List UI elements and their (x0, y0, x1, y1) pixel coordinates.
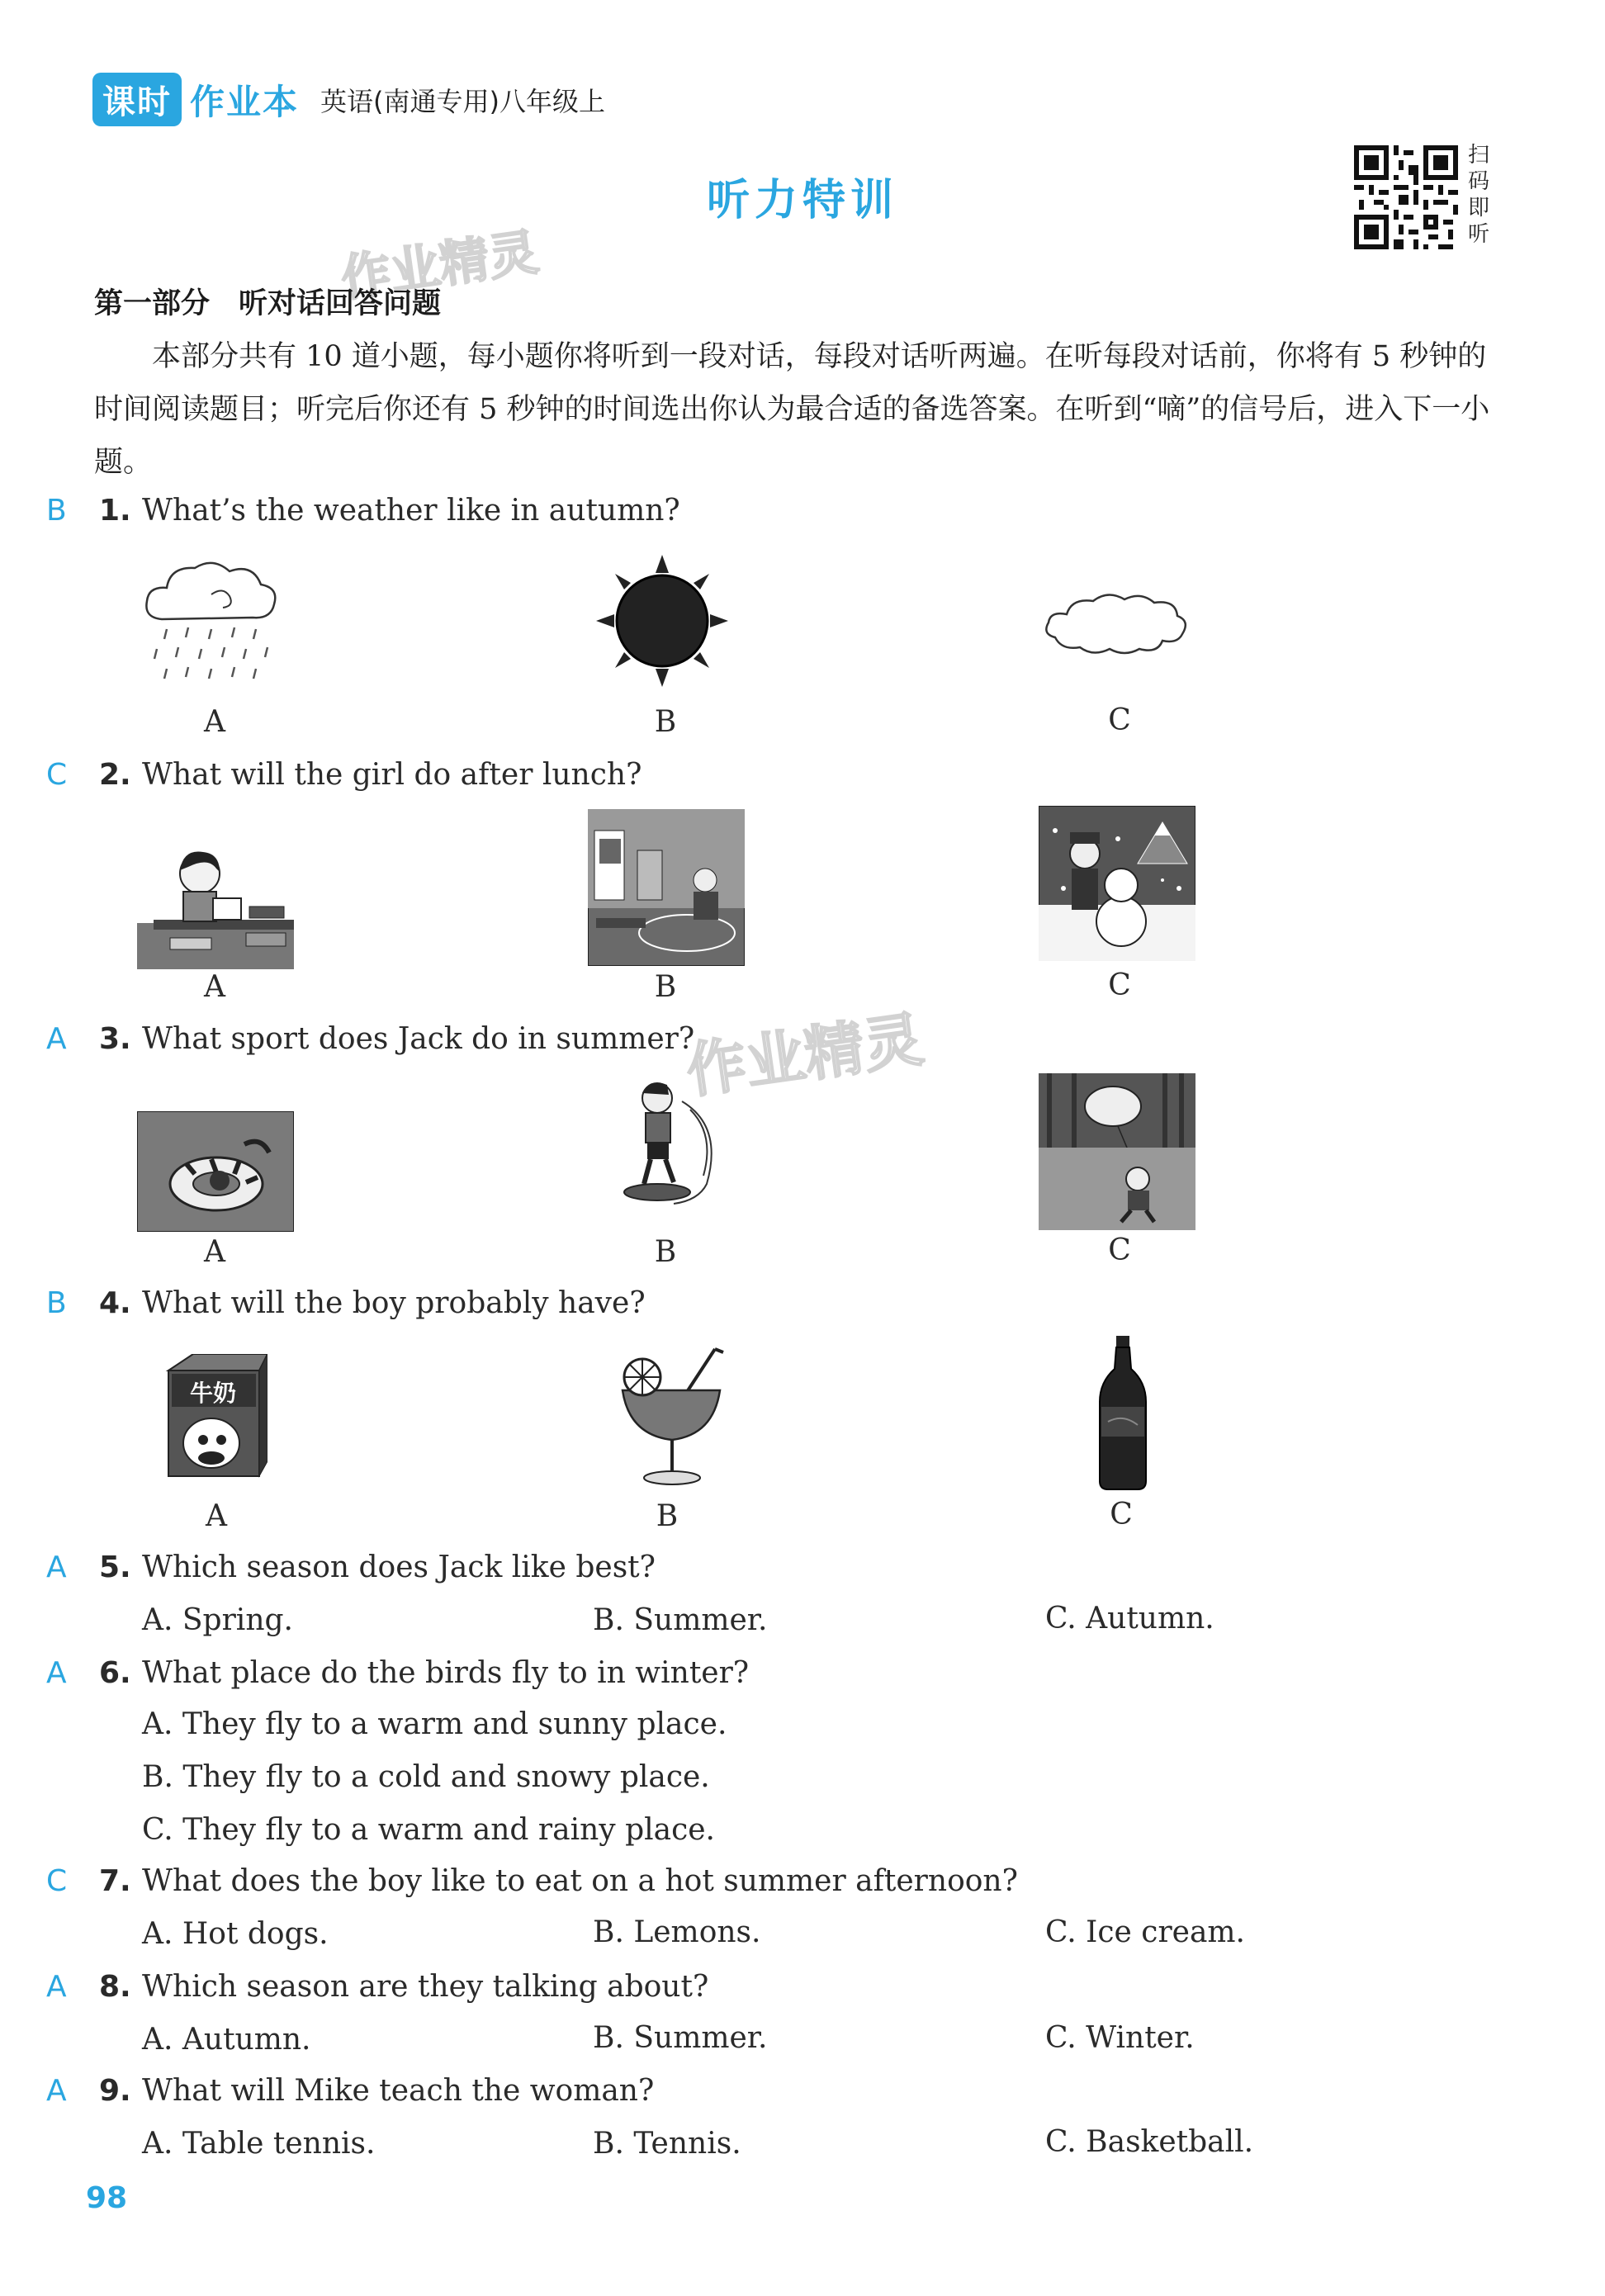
option-label[interactable]: C (1110, 1498, 1133, 1531)
brand-header (92, 73, 605, 126)
option-b[interactable]: B. Summer. (593, 1603, 768, 1637)
qr-code-icon[interactable] (1354, 145, 1458, 249)
milk-label: 牛奶 (189, 1380, 236, 1407)
answer-mark: A (46, 1656, 67, 1690)
snowman-picture[interactable] (1039, 806, 1195, 961)
option-c[interactable]: C. Basketball. (1045, 2125, 1254, 2159)
question-text: What will the girl do after lunch? (142, 758, 642, 792)
question-number: 6. (99, 1656, 131, 1690)
sun-icon[interactable] (596, 555, 728, 687)
answer-mark: C (46, 758, 68, 792)
question-text: What does the boy like to eat on a hot summer afternoon? (142, 1864, 1018, 1898)
question-9 (46, 2074, 654, 2108)
question-2 (46, 758, 642, 792)
watermark: 作业精灵 (337, 223, 542, 309)
option-label[interactable]: B (654, 705, 677, 739)
option-label[interactable]: C (1108, 703, 1131, 737)
option-b[interactable]: B. Tennis. (593, 2127, 741, 2161)
question-5 (46, 1550, 656, 1584)
question-8 (46, 1970, 708, 2004)
question-number: 1. (99, 494, 131, 528)
living-room-tv-picture[interactable] (588, 809, 745, 966)
watermark: 作业精灵 (682, 1004, 928, 1106)
page-number: 98 (86, 2181, 128, 2215)
girl-reading-picture[interactable] (137, 840, 294, 969)
question-text: What’s the weather like in autumn? (142, 494, 680, 528)
option-label[interactable]: A (204, 705, 225, 739)
cola-bottle-picture[interactable] (1096, 1336, 1149, 1491)
option-a[interactable]: A. Table tennis. (142, 2127, 376, 2161)
brand-logo: 课时 (92, 73, 182, 126)
question-1 (46, 494, 680, 528)
option-label[interactable]: A (204, 1235, 225, 1269)
question-text: What place do the birds fly to in winter? (142, 1656, 750, 1690)
section-heading: 第一部分 听对话回答问题 (94, 287, 442, 320)
question-text: What will Mike teach the woman? (142, 2074, 655, 2108)
answer-mark: A (46, 2074, 67, 2108)
swimming-picture[interactable] (137, 1111, 294, 1232)
question-number: 7. (99, 1864, 131, 1898)
option-label[interactable]: A (206, 1499, 227, 1533)
answer-mark: A (46, 1550, 67, 1584)
option-c[interactable]: C. Ice cream. (1045, 1915, 1245, 1949)
question-number: 8. (99, 1970, 131, 2004)
answer-mark: A (46, 1970, 67, 2004)
option-label[interactable]: C (1108, 1233, 1131, 1267)
kite-picture[interactable] (1039, 1073, 1195, 1230)
cloud-icon[interactable] (1042, 588, 1191, 662)
question-7 (46, 1864, 1018, 1898)
question-number: 4. (99, 1286, 131, 1320)
question-text: What sport does Jack do in summer? (142, 1022, 695, 1056)
option-a[interactable]: A. Spring. (142, 1603, 293, 1637)
book-subtitle: 英语(南通专用)八年级上 (320, 85, 605, 117)
surfing-picture[interactable] (608, 1077, 731, 1217)
option-a[interactable]: A. Hot dogs. (142, 1917, 329, 1951)
question-text: What will the boy probably have? (142, 1286, 646, 1320)
question-text: Which season does Jack like best? (142, 1550, 656, 1584)
option-a[interactable]: A. They fly to a warm and sunny place. (142, 1707, 727, 1741)
question-number: 5. (99, 1550, 131, 1584)
section-intro: 本部分共有 10 道小题，每小题你将听到一段对话，每段对话听两遍。在听每段对话前，你将有 5 秒钟的时间阅读题目；听完后你还有 5 秒钟的时间选出你认为最合适的备选答案。在听到“嘀”的信号后，进入下一小题。 (94, 340, 1490, 479)
answer-mark: A (46, 1022, 67, 1056)
rain-cloud-icon[interactable] (137, 553, 286, 694)
option-b[interactable]: B. Lemons. (593, 1915, 761, 1949)
answer-mark: B (46, 1286, 67, 1320)
option-a[interactable]: A. Autumn. (142, 2023, 311, 2057)
brand-name: 作业本 (190, 81, 300, 122)
option-c[interactable]: C. Winter. (1045, 2021, 1195, 2055)
option-label[interactable]: C (1108, 968, 1131, 1002)
milk-carton-picture[interactable] (160, 1354, 268, 1478)
option-c[interactable]: C. They fly to a warm and rainy place. (142, 1813, 716, 1847)
question-text: Which season are they talking about? (142, 1970, 709, 2004)
answer-mark: C (46, 1864, 68, 1898)
question-3 (46, 1022, 694, 1056)
option-label[interactable]: A (204, 970, 225, 1004)
question-6 (46, 1656, 749, 1690)
juice-glass-picture[interactable] (618, 1344, 725, 1489)
option-label[interactable]: B (656, 1499, 679, 1533)
option-label[interactable]: B (654, 970, 677, 1004)
question-number: 2. (99, 758, 131, 792)
option-b[interactable]: B. They fly to a cold and snowy place. (142, 1760, 710, 1794)
option-b[interactable]: B. Summer. (593, 2021, 768, 2055)
option-c[interactable]: C. Autumn. (1045, 1602, 1214, 1636)
question-4 (46, 1286, 646, 1320)
question-number: 3. (99, 1022, 131, 1056)
answer-mark: B (46, 494, 67, 528)
page-title: 听力特训 (706, 175, 898, 225)
qr-caption: 扫 码 即 听 (1468, 143, 1490, 247)
option-label[interactable]: B (654, 1235, 677, 1269)
question-number: 9. (99, 2074, 131, 2108)
